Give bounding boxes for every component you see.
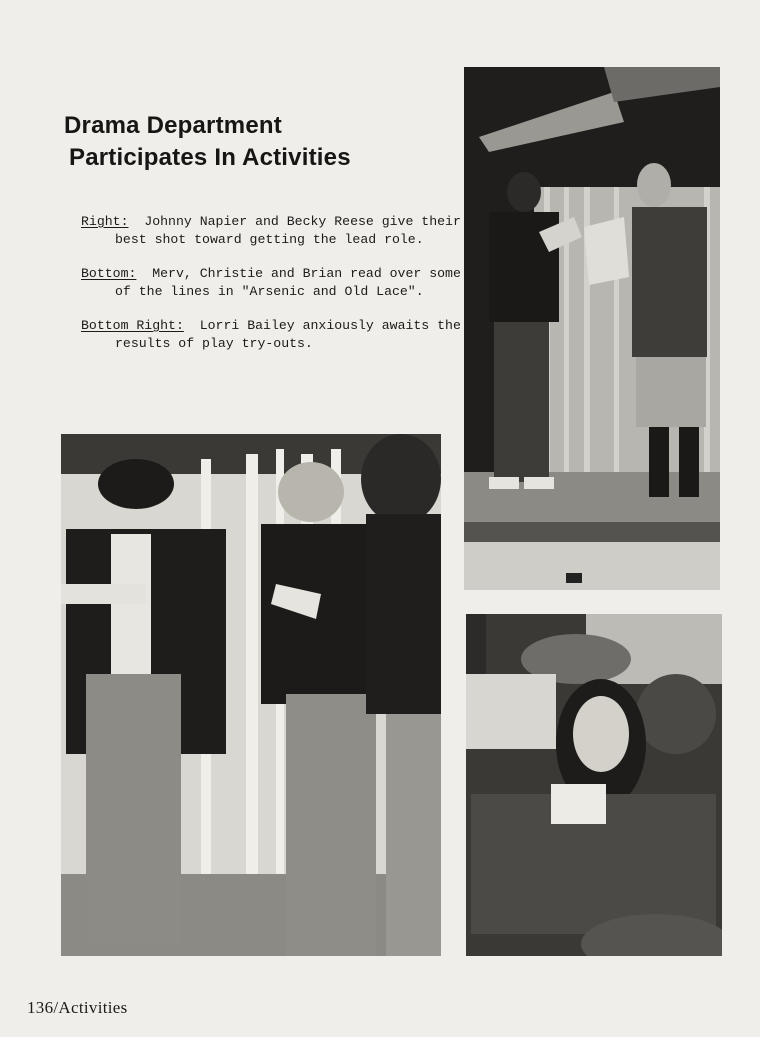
photo-reading-lines bbox=[61, 434, 441, 956]
caption-text: Johnny Napier and Becky Reese give their best shot toward getting the lead role. bbox=[115, 214, 461, 247]
photo-awaiting-results bbox=[466, 614, 722, 956]
caption-bottom-right bbox=[81, 317, 461, 352]
caption-text: Merv, Christie and Brian read over some of the lines in "Arsenic and Old Lace". bbox=[115, 266, 461, 299]
caption-bottom bbox=[81, 265, 461, 300]
page-folio: 136/Activities bbox=[27, 998, 128, 1017]
title-line-2: Participates In Activities bbox=[69, 144, 351, 171]
title-line-1: Drama Department bbox=[64, 112, 282, 139]
page-title bbox=[64, 110, 351, 174]
captions-block bbox=[81, 213, 461, 369]
photo-awaiting-image bbox=[466, 614, 722, 956]
caption-label: Right: bbox=[81, 214, 129, 229]
photo-stage-image bbox=[464, 67, 720, 590]
caption-label: Bottom Right: bbox=[81, 318, 184, 333]
caption-label: Bottom: bbox=[81, 266, 137, 281]
photo-stage-reading bbox=[464, 67, 720, 590]
photo-reading-image bbox=[61, 434, 441, 956]
caption-right bbox=[81, 213, 461, 248]
caption-text: Lorri Bailey anxiously awaits the results of play try-outs. bbox=[115, 318, 461, 351]
